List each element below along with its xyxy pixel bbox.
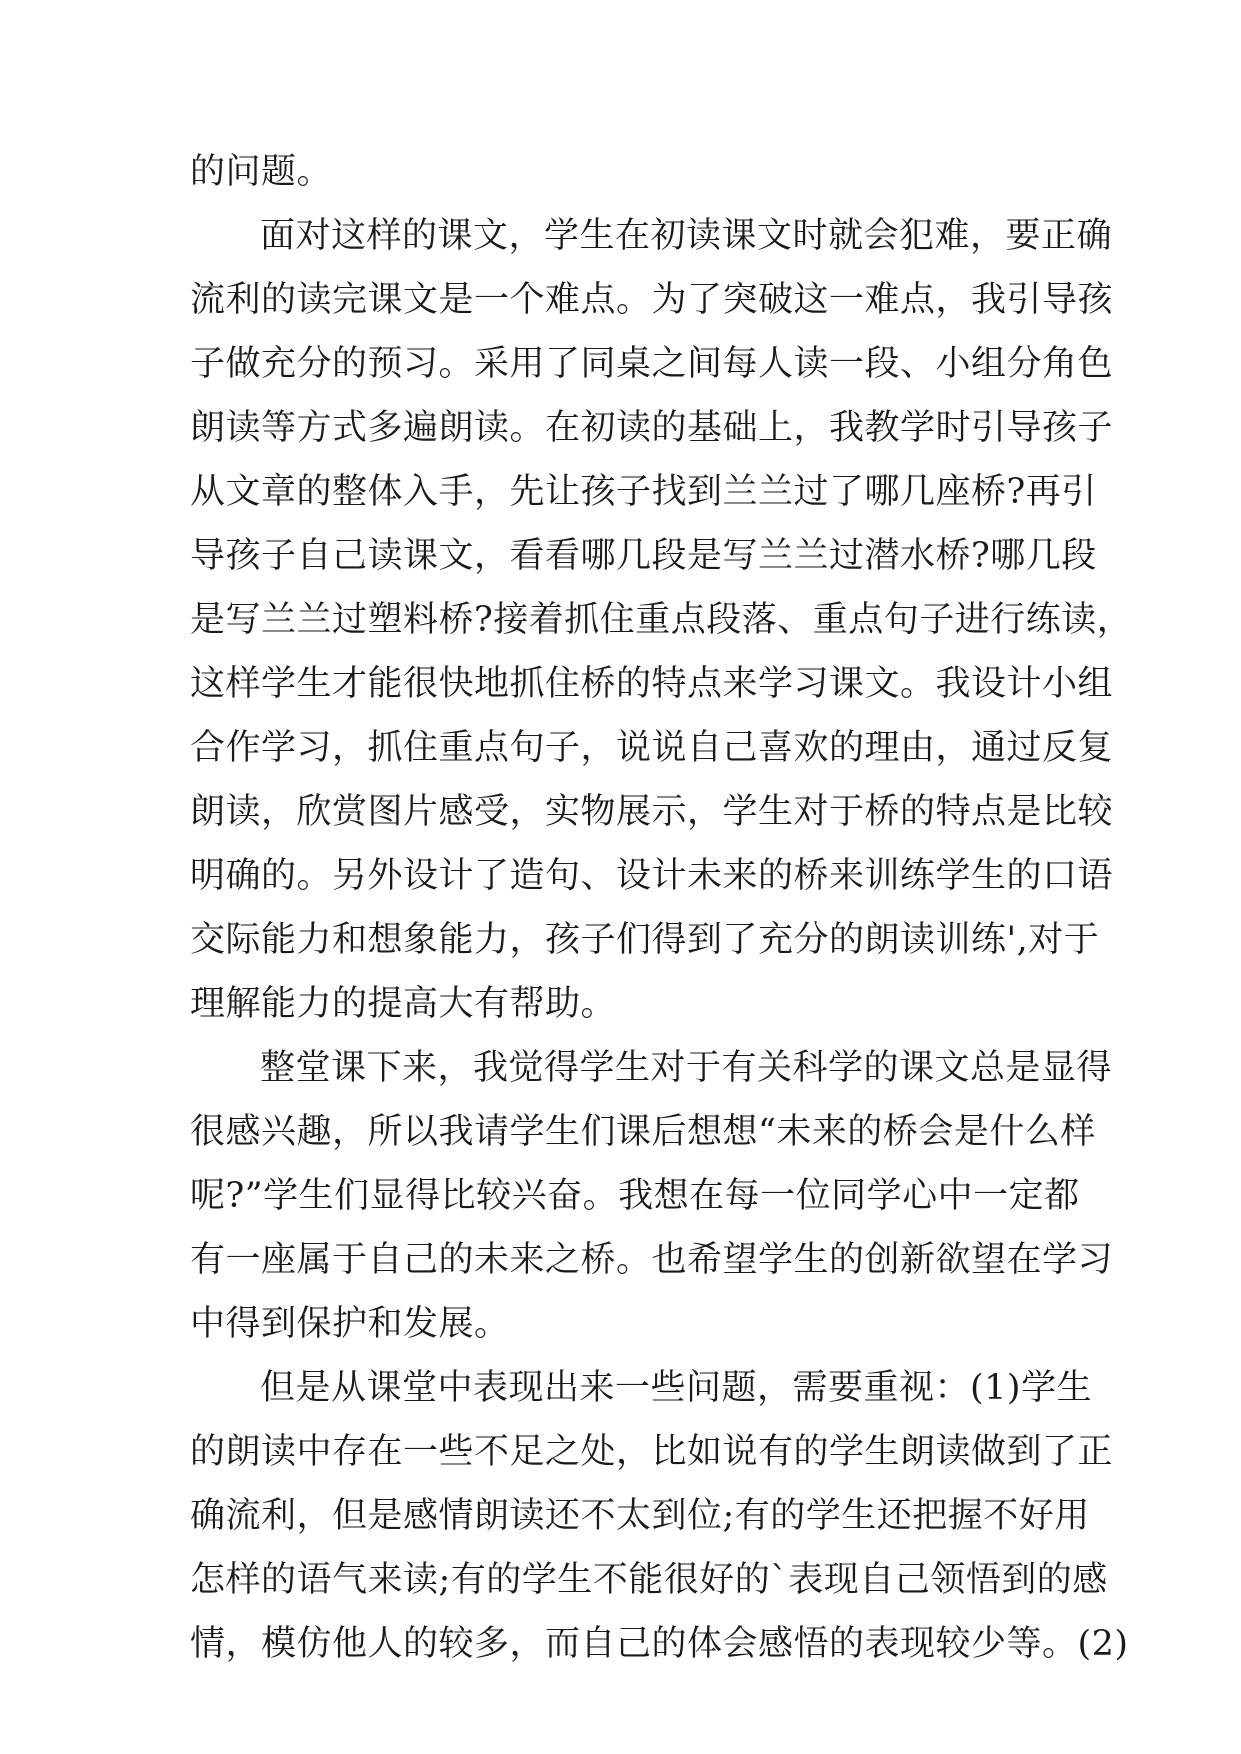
text-line: 中得到保护和发展。: [190, 1304, 510, 1344]
text-line: 怎样的语气来读;有的学生不能很好的`表现自己领悟到的感: [190, 1560, 1108, 1600]
paragraph-start-line: 但是从课堂中表现出来一些问题，需要重视：(1)学生: [260, 1368, 1093, 1408]
paragraph-start-line: 整堂课下来，我觉得学生对于有关科学的课文总是显得: [260, 1048, 1113, 1088]
text-line: 理解能力的提高大有帮助。: [190, 984, 617, 1024]
text-line: 合作学习，抓住重点句子，说说自己喜欢的理由，通过反复: [190, 728, 1114, 768]
text-line: 朗读，欣赏图片感受，实物展示，学生对于桥的特点是比较: [190, 792, 1114, 832]
text-line: 是写兰兰过塑料桥?接着抓住重点段落、重点句子进行练读，: [190, 600, 1133, 640]
text-line: 呢?”学生们显得比较兴奋。我想在每一位同学心中一定都: [190, 1176, 1080, 1216]
text-line: 子做充分的预习。采用了同桌之间每人读一段、小组分角色: [190, 344, 1114, 384]
text-line: 从文章的整体入手，先让孩子找到兰兰过了哪几座桥?再引: [190, 472, 1097, 512]
text-line: 情，模仿他人的较多，而自己的体会感悟的表现较少等。(2): [190, 1624, 1129, 1664]
paragraph-start-line: 面对这样的课文，学生在初读课文时就会犯难，要正确: [260, 216, 1113, 256]
text-line: 这样学生才能很快地抓住桥的特点来学习课文。我设计小组: [190, 664, 1114, 704]
text-line: 明确的。另外设计了造句、设计未来的桥来训练学生的口语: [190, 856, 1114, 896]
text-line: 的朗读中存在一些不足之处，比如说有的学生朗读做到了正: [190, 1432, 1114, 1472]
text-line: 导孩子自己读课文，看看哪几段是写兰兰过潜水桥?哪几段: [190, 536, 1097, 576]
text-line: 流利的读完课文是一个难点。为了突破这一难点，我引导孩: [190, 280, 1114, 320]
text-line: 朗读等方式多遍朗读。在初读的基础上，我教学时引导孩子: [190, 408, 1114, 448]
text-line: 确流利，但是感情朗读还不太到位;有的学生还把握不好用: [190, 1496, 1090, 1536]
text-line: 交际能力和想象能力，孩子们得到了充分的朗读训练',对于: [190, 920, 1100, 960]
text-line: 有一座属于自己的未来之桥。也希望学生的创新欲望在学习: [190, 1240, 1114, 1280]
text-line: 很感兴趣，所以我请学生们课后想想“未来的桥会是什么样: [190, 1112, 1096, 1152]
text-line: 的问题。: [190, 152, 333, 192]
